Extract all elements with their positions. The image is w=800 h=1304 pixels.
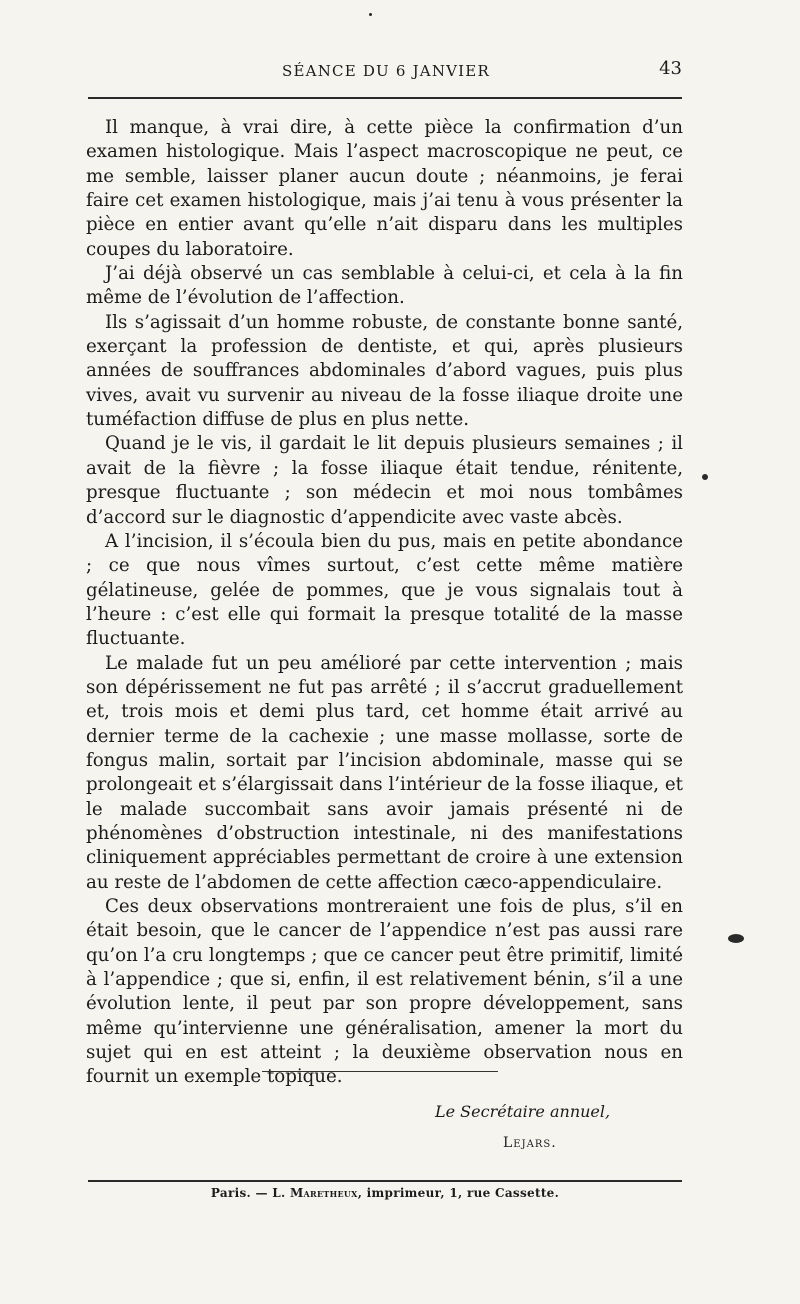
imprint-printer: L. Maretheux,: [272, 1186, 363, 1200]
paragraph-7: Ces deux observations montreraient une fois de plus, s’il en était besoin, que le cancer de l’appendice n’est pas aussi rare qu’on l’a cru longtemps ; que ce cancer peut être primitif, limité à l’appendice ; que si, enfin, il est relativement bénin, s’il a une évolution lente, il peut par son propre développement, sans même qu’intervienne une généralisation, amener la mort du sujet qui en est atteint ; la deuxième observation nous en fournit un exemple topique.: [86, 896, 683, 1088]
footer-rule: [88, 1180, 682, 1182]
running-head: [88, 58, 684, 88]
paragraph-6: Le malade fut un peu amélioré par cette intervention ; mais son dépérissement ne fut pas arrêté ; il s’accrut graduellement et, trois mois et demi plus tard, cet homme était arrivé au dernier terme de la cachexie ; une masse mollasse, sorte de fongus malin, sortait par l’incision abdominale, masse qui se prolongeait et s’élargissait dans l’intérieur de la fosse iliaque, et le malade succombait sans avoir jamais présenté ni de phénomènes d’obstruction intestinale, ni des manifestations cliniquement appréciables permettant de croire à une extension au reste de l’abdomen de cette affection cæco-appendiculaire.: [86, 652, 683, 893]
imprint-city: Paris.: [210, 1186, 251, 1200]
signature-name: Lejars.: [503, 1135, 557, 1151]
section-end-rule: [262, 1071, 498, 1072]
imprint-address: imprimeur, 1, rue Cassette.: [366, 1186, 560, 1200]
header-rule: [88, 97, 682, 99]
signature-title: Le Secrétaire annuel,: [435, 1102, 611, 1121]
paragraph-5: A l’incision, il s’écoula bien du pus, mais en petite abondance ; ce que nous vîmes surtout, c’est cette même matière gélatineuse, gelée de pommes, que je vous signalais tout à l’heure : c’est elle qui formait la presque totalité de la masse fluctuante.: [86, 530, 683, 650]
paragraph-3: Ils s’agissait d’un homme robuste, de constante bonne santé, exerçant la profession de dentiste, et qui, après plusieurs années de souffrances abdominales d’abord vagues, puis plus vives, avait vu survenir au niveau de la fosse iliaque droite une tuméfaction diffuse de plus en plus nette.: [86, 311, 683, 431]
paragraph-4: Quand je le vis, il gardait le lit depuis plusieurs semaines ; il avait de la fièvre ; la fosse iliaque était tendue, rénitente, presque fluctuante ; son médecin et moi nous tombâmes d’accord sur le diagnostic d’appendicite avec vaste abcès.: [86, 433, 683, 528]
paragraph-2: J’ai déjà observé un cas semblable à celui-ci, et cela à la fin même de l’évolution de l’affection.: [86, 263, 683, 309]
running-title: SÉANCE DU 6 JANVIER: [282, 62, 490, 80]
imprint-dash: —: [255, 1186, 268, 1200]
paragraph-1: Il manque, à vrai dire, à cette pièce la confirmation d’un examen histologique. Mais l’aspect macroscopique ne peut, ce me semble, laisser planer aucun doute ; néanmoins, je ferai faire cet examen histologique, mais j’ai tenu à vous présenter la pièce en entier avant qu’elle n’ait disparu dans les multiples coupes du laboratoire.: [86, 117, 683, 260]
printer-imprint: [88, 1186, 682, 1200]
page-number: 43: [659, 58, 682, 79]
ink-blot-mark: [728, 934, 744, 943]
body-text: [86, 116, 683, 1090]
ink-dot-mark: [702, 474, 708, 480]
ink-speck-mark: [369, 13, 372, 16]
